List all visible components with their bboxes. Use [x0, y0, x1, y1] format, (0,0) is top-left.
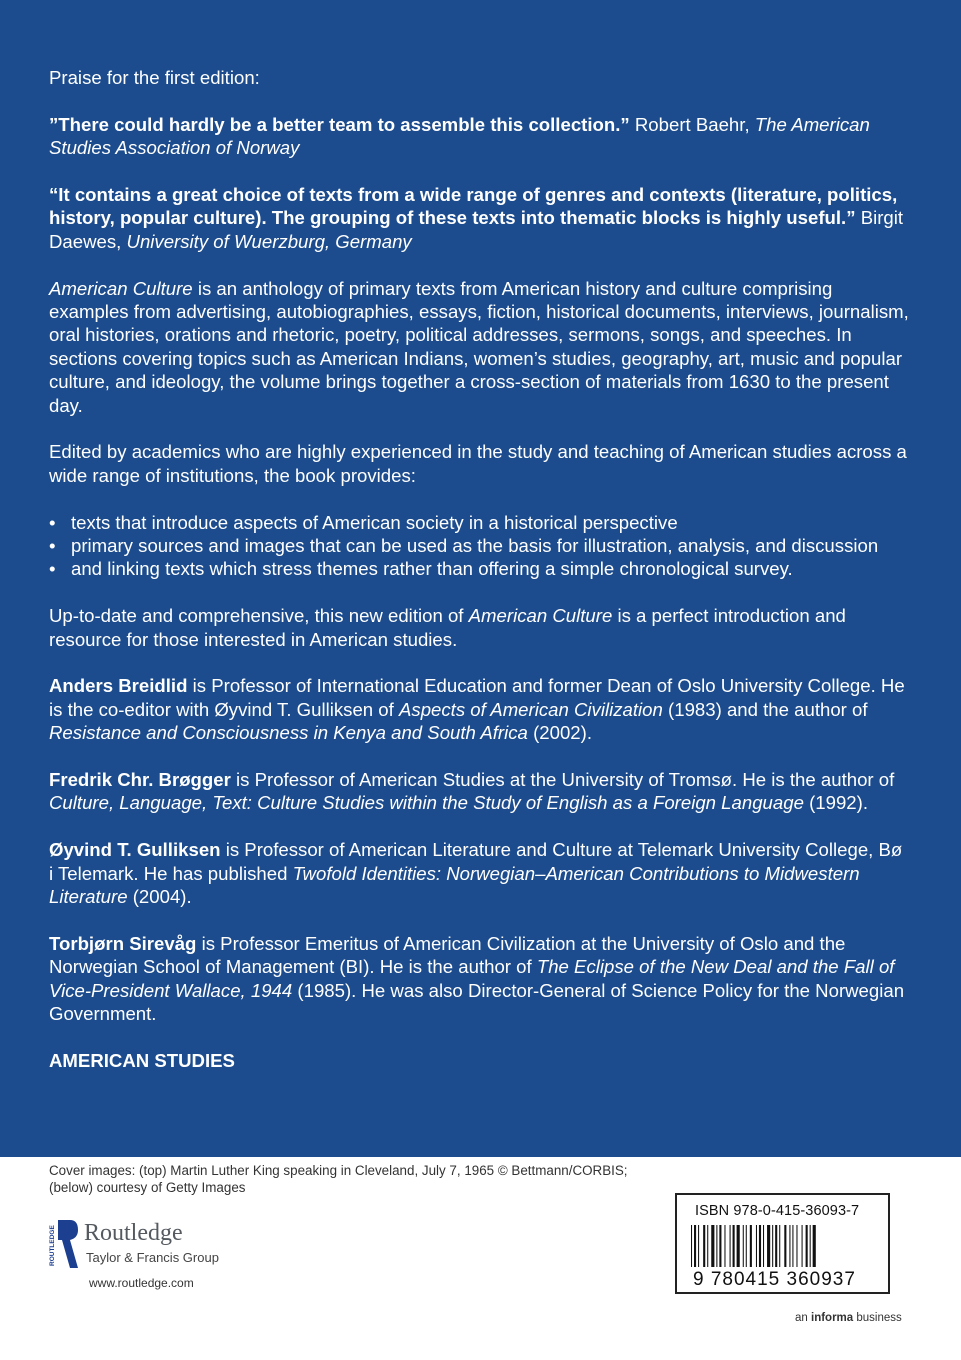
author-book-title: The Eclipse of the New Deal and the Fall of Vice-President Wallace, 1944	[49, 956, 895, 1001]
informa-tagline	[795, 1312, 902, 1324]
barcode-bar	[707, 1225, 708, 1267]
barcode-bar	[784, 1225, 786, 1267]
barcode-bar	[779, 1225, 780, 1267]
author-bio-text: (1983) and the author of	[668, 698, 868, 720]
feature-item: • and linking texts which stress themes rather than offering a simple chronological survey.	[49, 557, 911, 580]
author-bio-sirevag	[49, 932, 911, 1026]
barcode-bar	[737, 1225, 740, 1267]
author-bio-gulliksen	[49, 838, 911, 908]
barcode-graphic	[691, 1225, 874, 1267]
author-bio-text: (2002).	[533, 722, 592, 744]
feature-item: • texts that introduce aspects of American society in a historical perspective	[49, 511, 911, 534]
summary-after: is a perfect introduction and resource for those interested in American studies.	[49, 605, 846, 650]
quote-1-text: ”There could hardly be a better team to assemble this collection.”	[49, 113, 630, 135]
feature-item: • primary sources and images that can be used as the basis for illustration, analysis, and discussion	[49, 534, 911, 557]
author-book-title: Aspects of American Civilization	[399, 698, 663, 720]
barcode-bar	[703, 1225, 705, 1267]
barcode-bar	[806, 1225, 808, 1267]
author-bio-text: (1992).	[809, 792, 869, 814]
barcode-bar	[772, 1225, 773, 1267]
summary-before: Up-to-date and comprehensive, this new edition of	[49, 605, 464, 627]
barcode-bar	[813, 1225, 816, 1267]
quote-1-affiliation: The American Studies Association of Norway	[49, 113, 870, 159]
author-book-title: Resistance and Consciousness in Kenya and South Africa	[49, 722, 528, 744]
cover-credits	[49, 1162, 949, 1196]
barcode-bar	[719, 1225, 721, 1267]
series-label: AMERICAN STUDIES	[49, 1049, 235, 1071]
description-title: American Culture	[49, 277, 193, 299]
barcode-bar	[796, 1225, 797, 1267]
author-bio-text: is Professor of International Education and former Dean of Oslo University College. He is the co-editor with Øyvind T. Gulliksen of	[49, 675, 905, 720]
author-book-title: Culture, Language, Text: Culture Studies within the Study of English as a Foreign Language	[49, 792, 804, 814]
back-cover-text	[49, 66, 911, 1072]
quote-2-affiliation: University of Wuerzburg, Germany	[126, 230, 412, 252]
barcode-bar	[698, 1225, 699, 1267]
author-name: Anders Breidlid	[49, 675, 188, 697]
barcode-bar	[767, 1225, 770, 1267]
summary-title: American Culture	[468, 605, 613, 627]
barcode-bar	[789, 1225, 790, 1267]
cover-credit-line: Cover images: (top) Martin Luther King speaking in Cleveland, July 7, 1965 © Bettmann/CORBIS;	[49, 1163, 628, 1178]
barcode-bar	[792, 1225, 793, 1267]
description-text: is an anthology of primary texts from American history and culture comprising examples from advertising, autobiographies, essays, fiction, historical documents, interviews, journalism, oral histories, orations and rhetoric, poetry, political addresses, sermons, songs, and speeches. In sections covering topics such as American Indians, women’s studies, geography, art, music and popular culture, and ideology, the volume brings together a cross-section of materials from 1630 to the present day.	[49, 277, 909, 416]
barcode-bar	[724, 1225, 725, 1267]
barcode-bar	[763, 1225, 764, 1267]
feature-list	[49, 511, 911, 581]
barcode-bar	[746, 1225, 747, 1267]
publisher-name: Routledge	[84, 1220, 183, 1246]
publisher-logo	[44, 1218, 264, 1298]
barcode-bar	[730, 1225, 731, 1267]
author-bio-brogger	[49, 768, 911, 815]
author-bio-text: is Professor of American Studies at the University of Tromsø. He is the author of	[236, 769, 895, 791]
summary-paragraph	[49, 604, 911, 651]
author-book-title: Twofold Identities: Norwegian–American Contributions to Midwestern Literature	[49, 862, 860, 908]
quote-1	[49, 113, 911, 160]
cover-credit-line: (below) courtesy of Getty Images	[49, 1180, 246, 1195]
description-paragraph	[49, 277, 911, 417]
barcode-bar	[810, 1225, 811, 1267]
edited-intro: Edited by academics who are highly experienced in the study and teaching of American studies across a wide range of institutions, the book provides:	[49, 441, 907, 486]
author-bio-text: (1985). He was also Director-General of Science Policy for the Norwegian Government.	[49, 979, 905, 1025]
author-name: Fredrik Chr. Brøgger	[49, 769, 231, 791]
author-name: Øyvind T. Gulliksen	[49, 839, 221, 861]
author-bio-breidlid	[49, 674, 911, 744]
barcode-bar	[756, 1225, 757, 1267]
informa-brand: informa	[811, 1312, 854, 1324]
routledge-logo-icon	[44, 1218, 80, 1270]
informa-prefix: an	[795, 1312, 808, 1324]
barcode-bar	[694, 1225, 696, 1267]
quote-2-text: “It contains a great choice of texts from a wide range of genres and contexts (literature, politics, history, popular culture). The grouping of these texts into thematic blocks is highly useful.”	[49, 184, 898, 229]
publisher-group: Taylor & Francis Group	[86, 1250, 219, 1265]
barcode-bar	[716, 1225, 717, 1267]
quote-1-author: Robert Baehr,	[634, 113, 750, 135]
publisher-url[interactable]: www.routledge.com	[89, 1276, 194, 1290]
author-name: Torbjørn Sirevåg	[49, 932, 197, 954]
informa-suffix: business	[856, 1312, 902, 1324]
quote-2-author: Birgit Daewes,	[49, 207, 904, 252]
barcode-bar	[775, 1225, 777, 1267]
quote-2	[49, 183, 911, 253]
author-bio-text: is Professor of American Literature and Culture at Telemark University College, Bø i Telemark. He has published	[49, 839, 903, 884]
barcode-bar	[691, 1225, 692, 1267]
author-bio-text: (2004).	[132, 886, 192, 908]
barcode-bar	[750, 1225, 752, 1267]
author-bio-text: is Professor Emeritus of American Civilization at the University of Oslo and the Norwegian School of Management (BI). He is the author of	[49, 932, 846, 978]
logo-vertical-text: ROUTLEDGE	[49, 1225, 56, 1266]
barcode-bar	[711, 1225, 714, 1267]
barcode-bar	[743, 1225, 744, 1267]
isbn-label: ISBN 978-0-415-36093-7	[695, 1203, 860, 1219]
barcode-bar	[759, 1225, 761, 1267]
praise-heading: Praise for the first edition:	[49, 67, 260, 88]
barcode-bar	[733, 1225, 735, 1267]
barcode-bar	[802, 1225, 803, 1267]
barcode-digits: 9 780415 360937	[693, 1269, 856, 1290]
isbn-barcode-box	[675, 1193, 890, 1294]
